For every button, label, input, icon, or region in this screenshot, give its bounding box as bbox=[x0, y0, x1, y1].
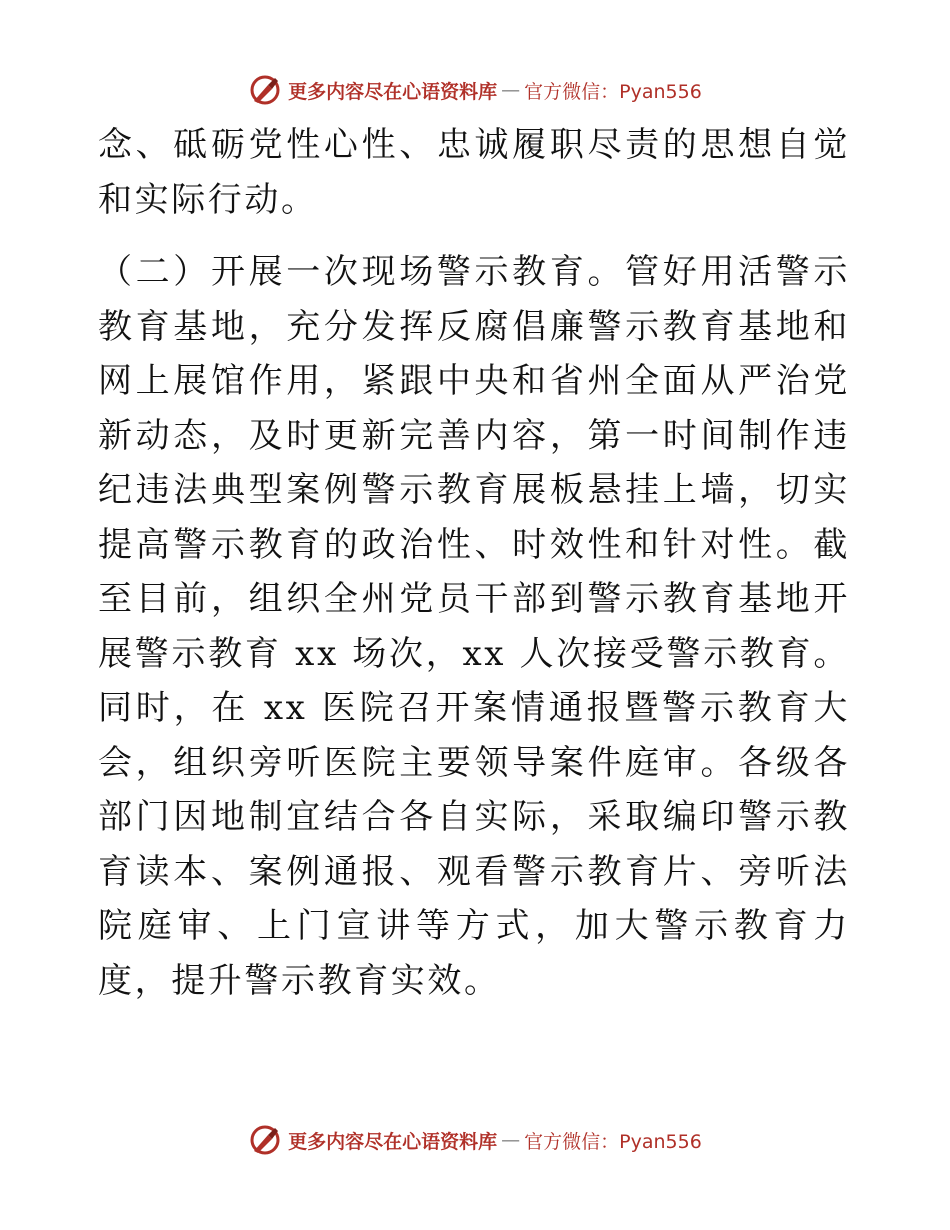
paragraph-2: （二）开展一次现场警示教育。管好用活警示教育基地，充分发挥反腐倡廉警示教育基地和网上展馆作用，紧跟中央和省州全面从严治党新动态，及时更新完善内容，第一时间制作违纪违法典型案例警示教育展板悬挂上墙，切实提高警示教育的政治性、时效性和针对性。截至目前，组织全州党员干部到警示教育基地开展警示教育 xx 场次，xx 人次接受警示教育。同时，在 xx 医院召开案情通报暨警示教育大会，组织旁听医院主要领导案件庭审。各级各部门因地制宜结合各自实际，采取编印警示教育读本、案例通报、观看警示教育片、旁听法院庭审、上门宣讲等方式，加大警示教育力度，提升警示教育实效。 bbox=[98, 252, 850, 1001]
watermark-text: 更多内容尽在心语资料库 bbox=[288, 1130, 498, 1153]
footer-watermark bbox=[0, 1120, 950, 1160]
watermark-contact: 官方微信：Pyan556 bbox=[524, 1130, 702, 1153]
document-body bbox=[98, 118, 850, 1008]
pen-logo-icon bbox=[248, 73, 282, 107]
watermark-separator: — bbox=[501, 1129, 521, 1151]
watermark-text: 更多内容尽在心语资料库 bbox=[288, 80, 498, 103]
watermark-contact: 官方微信：Pyan556 bbox=[524, 80, 702, 103]
paragraph-1: 念、砥砺党性心性、忠诚履职尽责的思想自觉和实际行动。 bbox=[98, 125, 850, 220]
watermark-separator: — bbox=[501, 79, 521, 101]
pen-logo-icon bbox=[248, 1123, 282, 1157]
header-watermark bbox=[0, 70, 950, 110]
